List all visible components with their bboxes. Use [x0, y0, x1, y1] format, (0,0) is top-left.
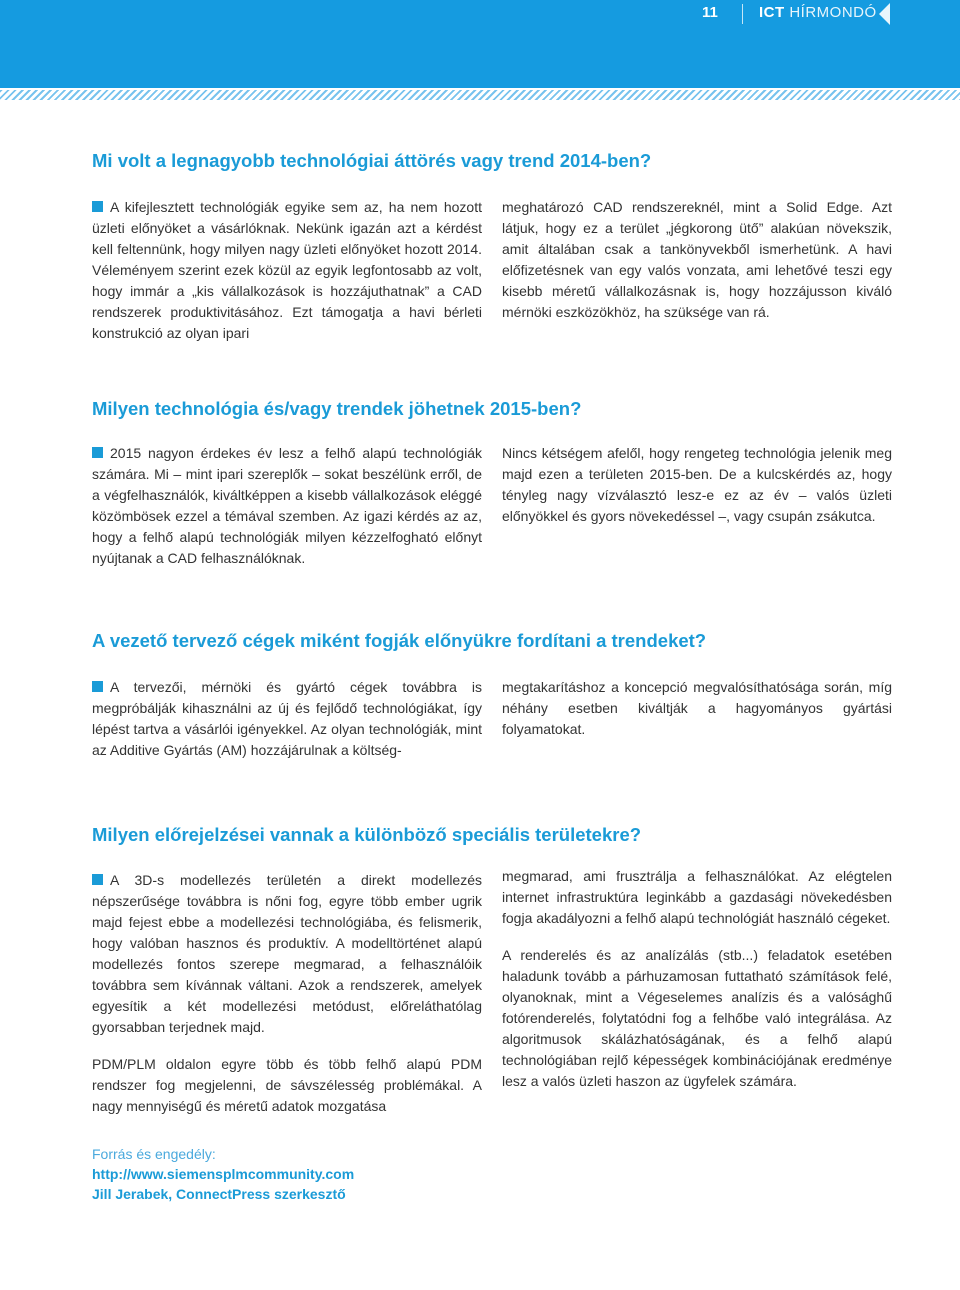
section-heading-1: Mi volt a legnagyobb technológiai áttörés vagy trend 2014-ben? — [92, 150, 652, 171]
source-credits — [92, 1144, 354, 1204]
section-heading-3: A vezető tervező cégek miként fogják előnyükre fordítani a trendeket? — [92, 630, 707, 651]
header-divider — [742, 4, 743, 24]
paragraph: Nincs kétségem afelől, hogy rengeteg technológia jelenik meg majd ezen a területen 2015-ben. De a kulcskérdés az, hogy tényleg nagy vízválasztó lesz-e ez az év – valós üzleti előnyökkel és gyors növekedéssel –, vagy csupán zsákutca. — [502, 445, 892, 524]
section-1-right-column — [502, 197, 892, 323]
paragraph — [92, 870, 482, 1038]
bullet-square-icon — [92, 447, 103, 458]
section-1-left-column — [92, 197, 482, 344]
section-4-left-column — [92, 870, 482, 1117]
publication-name — [759, 4, 877, 21]
section-2-right-column — [502, 443, 892, 527]
paragraph — [92, 443, 482, 569]
publication-name-bold: ICT — [759, 4, 785, 21]
source-label: Forrás és engedély: — [92, 1146, 216, 1162]
source-url-link[interactable]: http://www.siemensplmcommunity.com — [92, 1166, 355, 1182]
section-3-right-column — [502, 677, 892, 740]
paragraph: megmarad, ami frusztrálja a felhasználókat. Az elégtelen internet infrastruktúra leginkább a gazdasági növekedésben fogja akadályozni a felhő alapú technológiát használó cégeket. — [502, 868, 892, 926]
paragraph — [92, 677, 482, 761]
bullet-square-icon — [92, 874, 103, 885]
paragraph: megtakarításhoz a koncepció megvalósíthatósága során, míg néhány esetben kiváltják a hagyományos gyártási folyamatokat. — [502, 679, 892, 737]
paragraph: PDM/PLM oldalon egyre több és több felhő alapú PDM rendszer fog megjelenni, de sávszélesség problémákal. A nagy mennyiségű és méretű adatok mozgatása — [92, 1056, 482, 1114]
paragraph-text: A tervezői, mérnöki és gyártó cégek továbbra is megpróbálják kihasználni az új és fejlődő technológiákat, így lépést tartva a vásárlói igényekkel. Az olyan technológiák, mint az Additive Gyártás (AM) hozzájárulnak a költség- — [92, 679, 482, 758]
section-2-left-column — [92, 443, 482, 569]
paragraph-text: A 3D-s modellezés területén a direkt modellezés népszerűsége továbbra is nőni fog, egyre több ember ugrik majd fejest ebbe a modellezési technológiába, és felismerik, hogy valóban hasznos és produktív. A modelltörténet alapú modellezés fontos szerepe megmarad, a felhasználóik továbbra sem kívánnak váltani. Azok a rendszerek, amelyek egyesítik a két modellezési metódust, előreláthatólag gyorsabban terjednek majd. — [92, 872, 482, 1035]
back-arrow-icon[interactable] — [879, 3, 890, 25]
paragraph-text: A kifejlesztett technológiák egyike sem az, ha nem hozott üzleti előnyöket a vásárlóknak. Nekünk igazán azt a kérdést kell feltennünk, hogy milyen nagy üzleti előnyöket hozott 2014. Véleményem szerint ezek közül az egyik legfontosabb az volt, hogy immár a „kis vállalkozások is hozzájuthatnak” a CAD rendszerek produktivitásához. Ezt támogatja a havi bérleti konstrukció az olyan ipari — [92, 199, 482, 341]
paragraph-text: 2015 nagyon érdekes év lesz a felhő alapú technológiák számára. Mi – mint ipari szereplők – sokat beszélünk erről, de a végfelhasználók, kiváltképpen a kisebb vállalkozások eléggé közömbösek ezzel a témával szemben. Az igazi kérdés az az, hogy a felhő alapú technológiák milyen kézzelfogható előnyt nyújtanak a CAD felhasználóknak. — [92, 445, 482, 566]
section-3-left-column — [92, 677, 482, 761]
paragraph: meghatározó CAD rendszereknél, mint a Solid Edge. Azt látjuk, hogy ez a terület „jégkorong ütő” alakúan növekszik, amit általában csak a tankönyvekből ismerhetünk. A havi előfizetésnek van egy valós vonzata, ami lehetővé teszi egy kisebb méretű vállalkozásnak is, hogy hozzájusson kiváló mérnöki eszközökhöz, ha szüksége van rá. — [502, 199, 892, 320]
header-stripes — [0, 90, 960, 100]
publication-name-thin: HÍRMONDÓ — [789, 4, 877, 21]
bullet-square-icon — [92, 201, 103, 212]
bullet-square-icon — [92, 681, 103, 692]
paragraph: A renderelés és az analízálás (stb...) feladatok esetében haladunk tovább a párhuzamosan futtatható számítások felé, olyanoknak, mint a Végeselemes analízis és a valósághű fotórenderelés, folytatódni fog a felhőbe való integrálása. Az algoritmusok skálázhatóságának, és a felhő alapú technológiában rejlő képességek kombinációjának eredménye lesz a valós üzleti haszon az ügyfelek számára. — [502, 947, 892, 1089]
source-author: Jill Jerabek, ConnectPress szerkesztő — [92, 1186, 346, 1202]
section-heading-2: Milyen technológia és/vagy trendek jöhetnek 2015-ben? — [92, 398, 582, 419]
section-heading-4: Milyen előrejelzései vannak a különböző speciális területekre? — [92, 824, 642, 845]
paragraph — [92, 197, 482, 344]
section-4-right-column — [502, 866, 892, 1092]
page-number: 11 — [702, 4, 718, 21]
